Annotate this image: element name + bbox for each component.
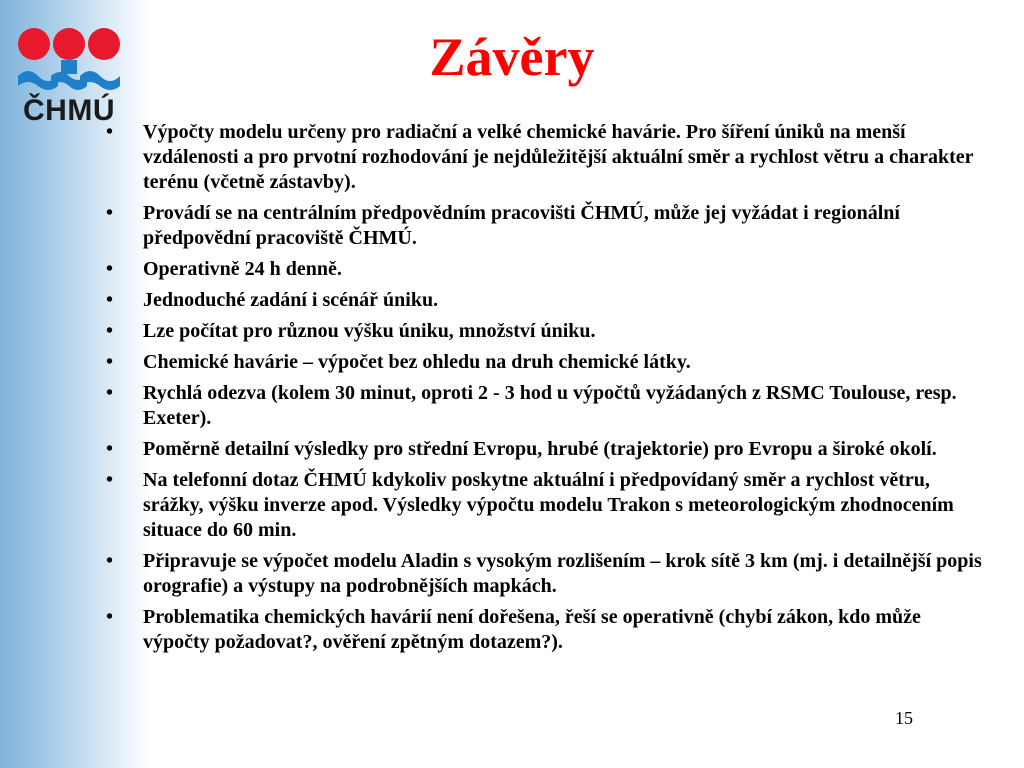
bullet-list (100, 120, 990, 661)
logo-text: ČHMÚ (23, 94, 115, 127)
bullet-text: Na telefonní dotaz ČHMÚ kdykoliv poskytne aktuální i předpovídaný směr a rychlost větru, srážky, výšku inverze apod. Výsledky výpočtu modelu Trakon s meteorologickým zhodnocením situace do 60 min. (143, 469, 954, 541)
bullet-text: Provádí se na centrálním předpovědním pracovišti ČHMÚ, může jej vyžádat i regionální předpovědní pracoviště ČHMÚ. (143, 202, 900, 249)
slide-title: Závěry (429, 27, 595, 87)
bullet-dot: • (106, 438, 114, 460)
bullet-item (100, 605, 990, 655)
bullet-text: Poměrně detailní výsledky pro střední Evropu, hrubé (trajektorie) pro Evropu a široké okolí. (143, 438, 937, 460)
bullet-dot: • (106, 382, 114, 404)
bullet-dot: • (106, 289, 114, 311)
bullet-dot: • (106, 202, 114, 224)
bullet-dot: • (106, 320, 114, 342)
bullet-text: Výpočty modelu určeny pro radiační a velké chemické havárie. Pro šíření úniků na menší vzdálenosti a pro prvotní rozhodování je nejdůležitější aktuální směr a rychlost větru a charakter terénu (včetně zástavby). (143, 121, 974, 193)
bullet-item (100, 120, 990, 195)
bullet-text: Připravuje se výpočet modelu Aladin s vysokým rozlišením – krok sítě 3 km (mj. i detailnější popis orografie) a výstupy na podrobnějších mapkách. (143, 550, 982, 597)
bullet-text: Lze počítat pro různou výšku úniku, množství úniku. (143, 320, 596, 342)
bullet-item (100, 437, 990, 462)
bullet-dot: • (106, 121, 114, 143)
bullet-dot: • (106, 258, 114, 280)
bullet-item (100, 201, 990, 251)
bullet-text: Rychlá odezva (kolem 30 minut, oproti 2 - 3 hod u výpočtů vyžádaných z RSMC Toulouse, resp. Exeter). (143, 382, 957, 429)
bullet-text: Problematika chemických havárií není dořešena, řeší se operativně (chybí zákon, kdo může výpočty požadovat?, ověření zpětným dotazem?). (143, 606, 921, 653)
page-number: 15 (895, 708, 913, 728)
bullet-item (100, 381, 990, 431)
bullet-item (100, 288, 990, 313)
bullet-item (100, 468, 990, 543)
bullet-item (100, 257, 990, 282)
bullet-item (100, 549, 990, 599)
bullet-text: Operativně 24 h denně. (143, 258, 342, 280)
bullet-dot: • (106, 351, 114, 373)
bullet-dot: • (106, 550, 114, 572)
bullet-item (100, 350, 990, 375)
bullet-item (100, 319, 990, 344)
bullet-dot: • (106, 606, 114, 628)
bullet-text: Chemické havárie – výpočet bez ohledu na druh chemické látky. (143, 351, 691, 373)
bullet-text: Jednoduché zadání i scénář úniku. (143, 289, 439, 311)
bullet-dot: • (106, 469, 114, 491)
